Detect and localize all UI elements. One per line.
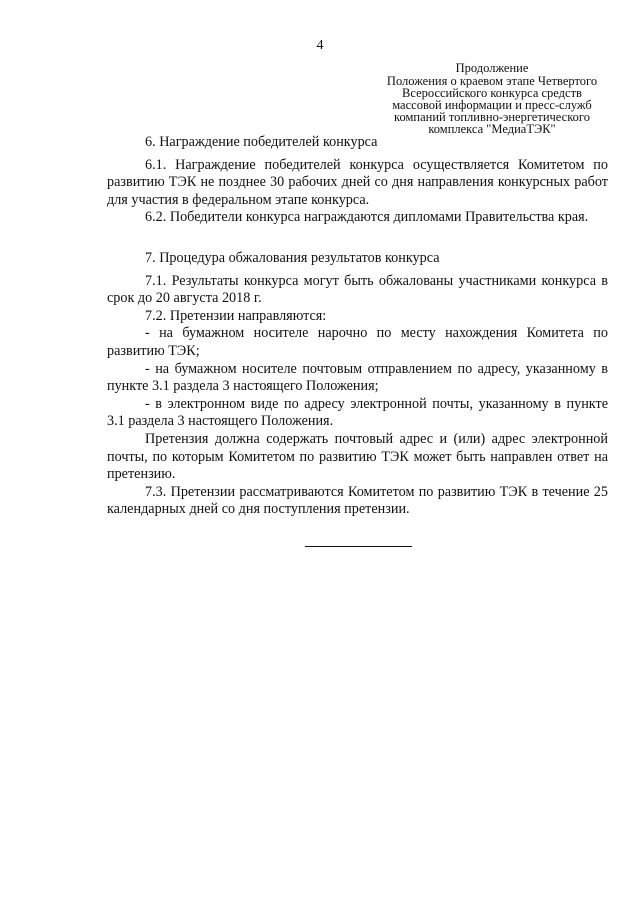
paragraph-claim-requirements: Претензия должна содержать почтовый адрес и (или) адрес электронной почты, по которым Комитетом по развитию ТЭК может быть направлен ответ на претензию. — [107, 430, 608, 483]
page-number: 4 — [316, 38, 324, 53]
paragraph-6-2: 6.2. Победители конкурса награждаются дипломами Правительства края. — [145, 209, 589, 226]
header-line: комплекса "МедиаТЭК" — [428, 122, 556, 136]
section-6-heading: 6. Награждение победителей конкурса — [145, 134, 378, 150]
document-body — [107, 134, 608, 519]
header-line: Всероссийского конкурса средств — [402, 86, 582, 100]
list-item-paper-post: - на бумажном носителе почтовым отправлением по адресу, указанному в пункте 3.1 раздела 3 настоящего Положения; — [107, 360, 608, 395]
paragraph-7-2: 7.2. Претензии направляются: — [145, 307, 327, 324]
header-line-continuation: Продолжение — [455, 61, 529, 75]
end-separator-line — [305, 546, 412, 547]
list-item-email: - в электронном виде по адресу электронной почты, указанному в пункте 3.1 раздела 3 настоящего Положения. — [107, 395, 608, 430]
paragraph-7-1: 7.1. Результаты конкурса могут быть обжалованы участниками конкурса в срок до 20 августа 2018 г. — [107, 272, 608, 307]
header-line: компаний топливно-энергетического — [394, 110, 590, 124]
paragraph-6-1: 6.1. Награждение победителей конкурса осуществляется Комитетом по развитию ТЭК не позднее 30 рабочих дней со дня направления конкурсных работ для участия в федеральном этапе конкурса. — [107, 156, 608, 208]
list-item-paper-hand-delivery: - на бумажном носителе нарочно по месту нахождения Комитета по развитию ТЭК; — [107, 325, 608, 359]
section-7-heading: 7. Процедура обжалования результатов конкурса — [145, 249, 440, 266]
paragraph-7-3: 7.3. Претензии рассматриваются Комитетом по развитию ТЭК в течение 25 календарных дней со дня поступления претензии. — [107, 483, 608, 518]
header-line: массовой информации и пресс-служб — [392, 98, 592, 112]
header-line: Положения о краевом этапе Четвертого — [386, 74, 598, 88]
continuation-header — [372, 62, 612, 135]
